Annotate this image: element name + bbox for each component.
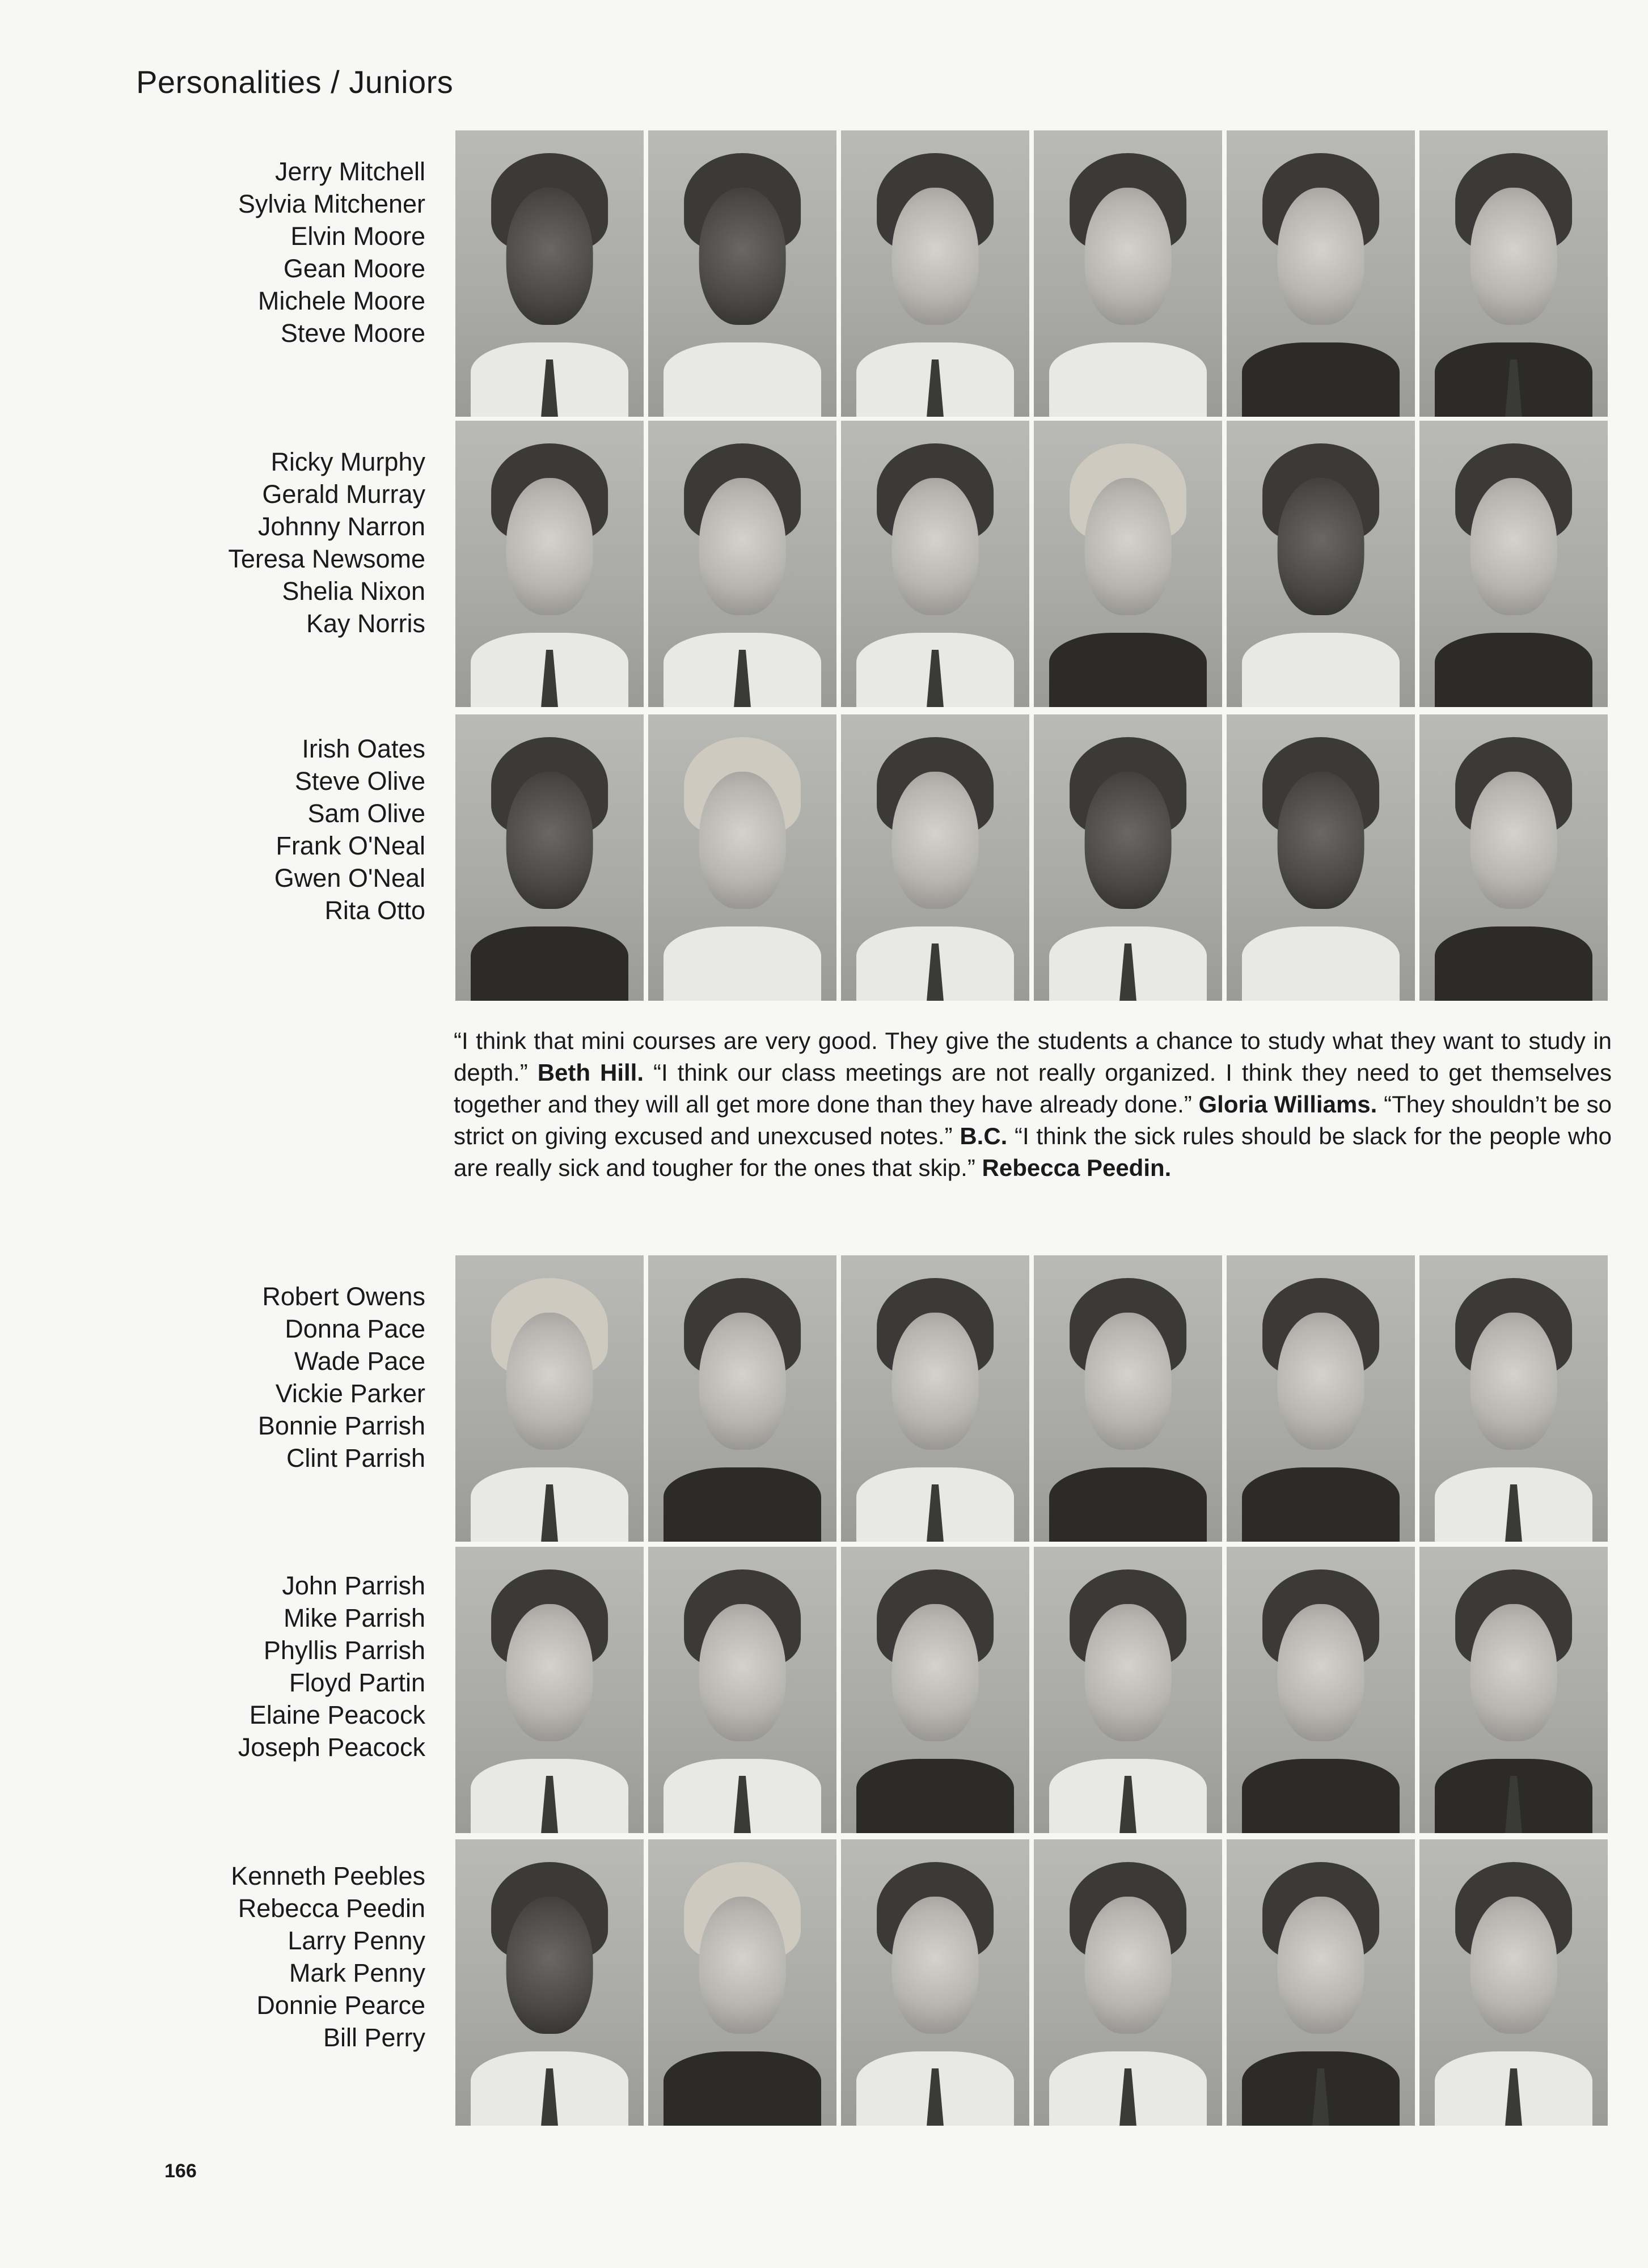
student-name: Irish Oates (302, 734, 425, 763)
quote-attribution: B.C. (960, 1123, 1008, 1149)
student-photo (455, 130, 644, 417)
student-photo (455, 1839, 644, 2126)
student-photo (648, 421, 836, 707)
student-photo (455, 714, 644, 1001)
student-name: Rita Otto (324, 896, 425, 925)
student-name: Michele Moore (257, 286, 425, 315)
student-name: Sylvia Mitchener (238, 189, 425, 218)
student-photo (1034, 1547, 1222, 1833)
name-list (142, 1569, 425, 1763)
student-name: Sam Olive (307, 799, 425, 828)
student-photo (1419, 421, 1608, 707)
student-name: John Parrish (282, 1571, 425, 1600)
photo-strip (455, 1547, 1608, 1833)
photo-strip (455, 1839, 1608, 2126)
student-name: Donna Pace (285, 1314, 425, 1343)
page-title: Personalities / Juniors (136, 64, 454, 100)
name-list (142, 1280, 425, 1474)
student-photo (841, 714, 1029, 1001)
student-photo (841, 130, 1029, 417)
student-name: Joseph Peacock (238, 1733, 425, 1762)
student-photo (648, 1839, 836, 2126)
student-name: Clint Parrish (286, 1444, 425, 1472)
student-quotes (454, 1025, 1612, 1184)
student-photo (1227, 1839, 1415, 2126)
student-name: Teresa Newsome (228, 544, 425, 573)
student-name: Robert Owens (262, 1282, 425, 1311)
student-photo (841, 1547, 1029, 1833)
student-photo (1419, 1547, 1608, 1833)
student-name: Elvin Moore (290, 222, 425, 251)
student-photo (1227, 1255, 1415, 1542)
student-photo (841, 421, 1029, 707)
student-name: Gean Moore (283, 254, 425, 283)
student-name: Floyd Partin (289, 1668, 425, 1697)
student-photo (1034, 1255, 1222, 1542)
student-photo (1419, 1255, 1608, 1542)
student-photo (455, 1255, 644, 1542)
student-name: Rebecca Peedin (238, 1894, 425, 1923)
student-photo (648, 1255, 836, 1542)
student-photo (1034, 421, 1222, 707)
student-photo (841, 1839, 1029, 2126)
student-photo (1034, 714, 1222, 1001)
student-photo (1227, 714, 1415, 1001)
student-name: Jerry Mitchell (274, 157, 425, 186)
student-name: Johnny Narron (257, 512, 425, 541)
student-name: Ricky Murphy (271, 447, 425, 476)
student-photo (1419, 130, 1608, 417)
quote-attribution: Beth Hill. (537, 1059, 644, 1086)
student-photo (1034, 130, 1222, 417)
student-name: Mark Penny (289, 1958, 425, 1987)
student-name: Bonnie Parrish (257, 1411, 425, 1440)
student-name: Vickie Parker (275, 1379, 425, 1408)
student-photo (648, 714, 836, 1001)
student-name: Mike Parrish (283, 1603, 425, 1632)
name-list (142, 155, 425, 349)
quote-text: “I think the sick rules should be slack for the people who are really sick and tougher for the ones that skip.” (454, 1123, 1612, 1181)
name-list (142, 446, 425, 640)
student-name: Gerald Murray (262, 480, 425, 509)
student-photo (841, 1255, 1029, 1542)
photo-strip (455, 714, 1608, 1001)
student-photo (648, 1547, 836, 1833)
student-photo (1227, 130, 1415, 417)
student-name: Phyllis Parrish (263, 1636, 425, 1665)
student-photo (1034, 1839, 1222, 2126)
student-photo (1227, 421, 1415, 707)
quote-attribution: Rebecca Peedin. (982, 1154, 1172, 1181)
quote-text: “They shouldn’t be so strict on giving excused and unexcused notes.” (454, 1091, 1612, 1149)
student-name: Kenneth Peebles (231, 1861, 425, 1890)
student-name: Donnie Pearce (256, 1991, 425, 2020)
student-name: Elaine Peacock (249, 1700, 425, 1729)
photo-strip (455, 421, 1608, 707)
student-name: Frank O'Neal (276, 831, 425, 860)
student-name: Gwen O'Neal (274, 864, 425, 892)
student-name: Shelia Nixon (282, 577, 425, 606)
student-name: Bill Perry (323, 2023, 425, 2052)
student-photo (1419, 1839, 1608, 2126)
student-name: Larry Penny (288, 1926, 425, 1955)
name-list (142, 733, 425, 926)
quote-text: “I think our class meetings are not really organized. I think they need to get themselves together and they will all get more done than they have already done.” (454, 1059, 1612, 1118)
photo-strip (455, 1255, 1608, 1542)
quote-text: “I think that mini courses are very good. They give the students a chance to study what they want to study in depth.” (454, 1027, 1612, 1086)
quote-attribution: Gloria Williams. (1198, 1091, 1377, 1118)
photo-strip (455, 130, 1608, 417)
student-name: Steve Moore (280, 319, 425, 348)
page-number: 166 (164, 2160, 197, 2182)
student-name: Steve Olive (294, 767, 425, 796)
student-photo (648, 130, 836, 417)
student-photo (1227, 1547, 1415, 1833)
student-photo (455, 1547, 644, 1833)
student-name: Wade Pace (294, 1347, 425, 1376)
student-photo (1419, 714, 1608, 1001)
student-photo (455, 421, 644, 707)
name-list (142, 1860, 425, 2054)
student-name: Kay Norris (306, 609, 425, 638)
